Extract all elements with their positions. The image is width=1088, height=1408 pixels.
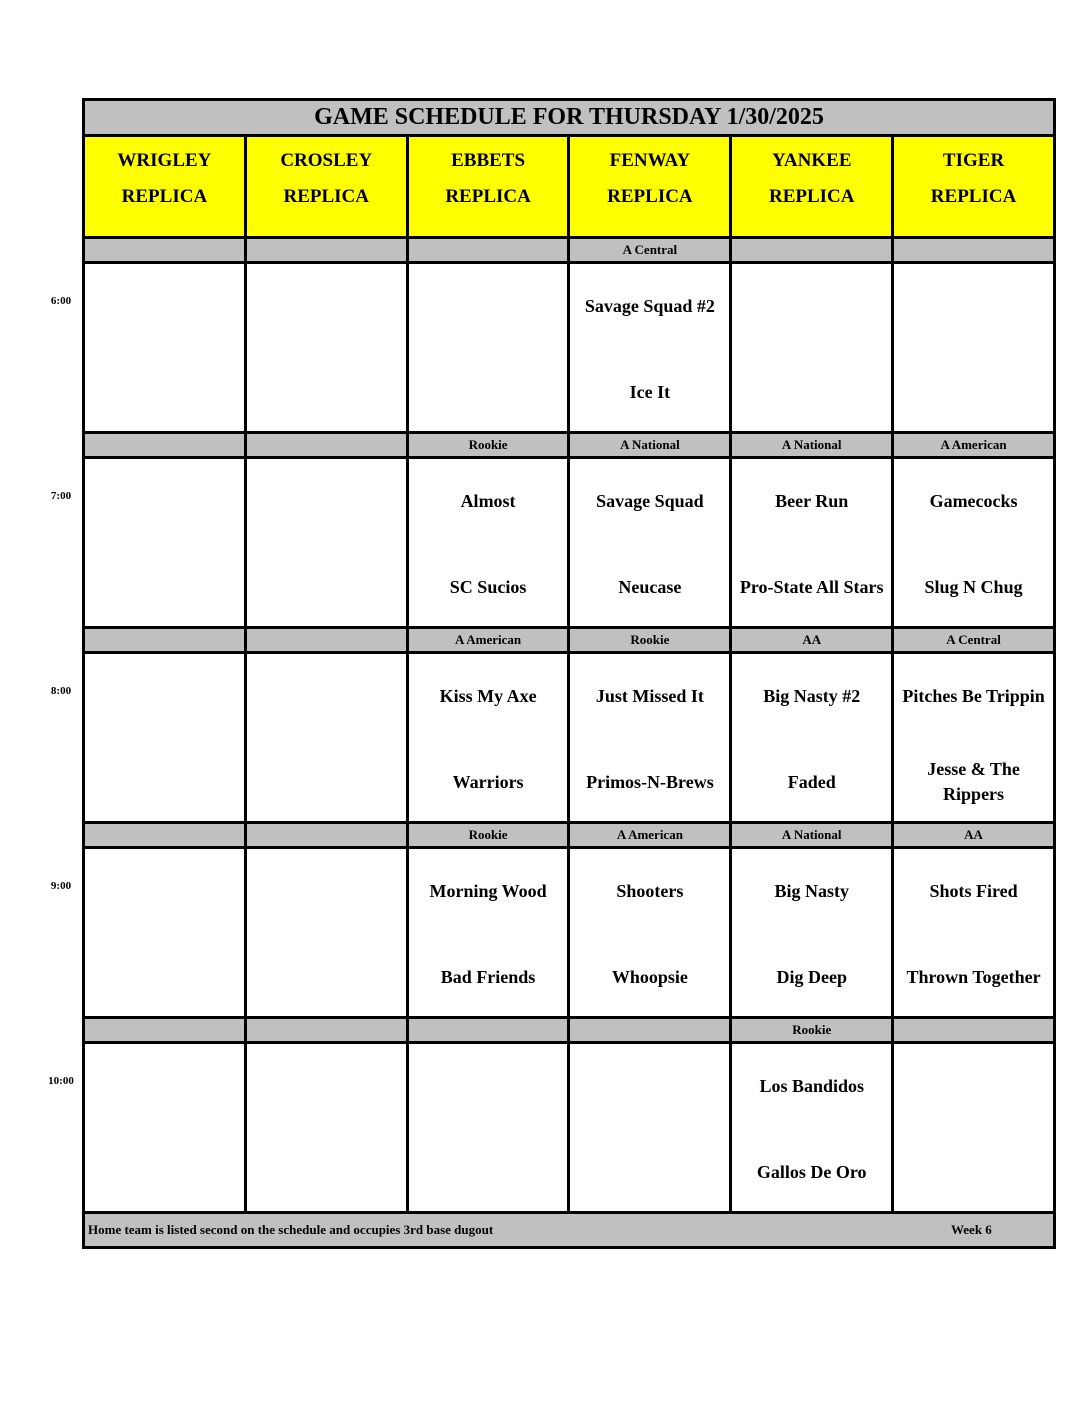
division-row — [85, 824, 1053, 849]
away-team: Beer Run — [775, 490, 849, 511]
home-team — [570, 1147, 729, 1197]
game-slot-row — [85, 264, 1053, 434]
division-row — [85, 434, 1053, 459]
division-label — [247, 434, 409, 456]
home-team — [732, 367, 891, 417]
field-subtitle: REPLICA — [607, 186, 693, 207]
game-cell — [894, 264, 1053, 431]
division-label — [85, 824, 247, 846]
game-cell — [85, 654, 247, 821]
home-team — [409, 1147, 568, 1197]
division-label — [409, 1019, 571, 1041]
away-team: Pitches Be Trippin — [902, 685, 1045, 706]
away-team — [85, 1061, 244, 1111]
field-header — [247, 137, 409, 236]
field-name: WRIGLEY — [117, 150, 212, 171]
away-team: Just Missed It — [595, 685, 704, 706]
division-label: A National — [732, 434, 894, 456]
away-team — [409, 1061, 568, 1111]
game-slot-row — [85, 459, 1053, 629]
time-label: 8:00 — [50, 685, 72, 697]
home-team — [85, 562, 244, 612]
game-cell — [85, 264, 247, 431]
game-cell — [409, 264, 571, 431]
division-label: A National — [570, 434, 732, 456]
game-cell — [85, 1044, 247, 1211]
division-label — [247, 629, 409, 651]
time-label: 6:00 — [50, 295, 72, 307]
home-team-note: Home team is listed second on the schedule and occupies 3rd base dugout — [88, 1222, 494, 1237]
division-row — [85, 629, 1053, 654]
away-team: Savage Squad — [596, 490, 704, 511]
game-cell — [894, 654, 1053, 821]
home-team: Faded — [787, 771, 836, 792]
away-team: Los Bandidos — [759, 1075, 864, 1096]
game-cell — [894, 1044, 1053, 1211]
field-name: FENWAY — [609, 150, 691, 171]
field-name: CROSLEY — [280, 150, 373, 171]
field-name: EBBETS — [451, 150, 526, 171]
home-team: Ice It — [629, 381, 671, 402]
game-cell — [247, 264, 409, 431]
field-subtitle: REPLICA — [930, 186, 1017, 207]
time-label: 9:00 — [50, 880, 72, 892]
field-name: TIGER — [942, 150, 1005, 171]
game-cell — [732, 1044, 894, 1211]
away-team — [409, 281, 568, 331]
field-header-row — [85, 137, 1053, 239]
away-team — [85, 281, 244, 331]
home-team — [85, 1147, 244, 1197]
home-team: Thrown Together — [906, 966, 1041, 987]
division-label: Rookie — [409, 824, 571, 846]
field-header — [570, 137, 732, 236]
away-team: Gamecocks — [929, 490, 1018, 511]
home-team — [85, 757, 244, 807]
home-team: Dig Deep — [776, 966, 847, 987]
game-cell — [570, 654, 732, 821]
away-team — [247, 866, 406, 916]
division-label — [894, 1019, 1053, 1041]
game-cell — [247, 849, 409, 1016]
away-team — [247, 1061, 406, 1111]
game-slot-row — [85, 1044, 1053, 1214]
game-cell — [732, 849, 894, 1016]
field-subtitle: REPLICA — [121, 186, 208, 207]
division-label — [894, 239, 1053, 261]
game-cell — [85, 459, 247, 626]
away-team: Shots Fired — [929, 880, 1018, 901]
schedule-title: GAME SCHEDULE FOR THURSDAY 1/30/2025 — [85, 101, 1053, 137]
division-label: Rookie — [409, 434, 571, 456]
home-team — [85, 952, 244, 1002]
division-label — [732, 239, 894, 261]
home-team: Gallos De Oro — [756, 1161, 867, 1182]
schedule-table — [82, 98, 1056, 1249]
home-team — [247, 562, 406, 612]
division-row — [85, 239, 1053, 264]
division-label: A Central — [894, 629, 1053, 651]
home-team: Slug N Chug — [924, 576, 1023, 597]
game-slot-row — [85, 654, 1053, 824]
home-team: Whoopsie — [611, 966, 688, 987]
division-label — [247, 824, 409, 846]
division-label: A American — [894, 434, 1053, 456]
field-name: YANKEE — [771, 150, 852, 171]
game-cell — [247, 459, 409, 626]
away-team — [85, 671, 244, 721]
home-team — [247, 367, 406, 417]
game-cell — [409, 1044, 571, 1211]
away-team — [732, 281, 891, 331]
field-header — [894, 137, 1053, 236]
away-team: Big Nasty #2 — [763, 685, 861, 706]
game-cell — [894, 849, 1053, 1016]
game-cell — [570, 849, 732, 1016]
home-team — [894, 367, 1053, 417]
division-label: AA — [894, 824, 1053, 846]
game-slot-row — [85, 849, 1053, 1019]
home-team: Neucase — [618, 576, 682, 597]
division-label: AA — [732, 629, 894, 651]
away-team — [85, 866, 244, 916]
schedule-footer — [85, 1214, 1053, 1246]
division-label — [247, 1019, 409, 1041]
field-subtitle: REPLICA — [445, 186, 531, 207]
game-cell — [570, 1044, 732, 1211]
week-label: Week 6 — [951, 1222, 992, 1237]
game-cell — [247, 654, 409, 821]
division-label: A American — [409, 629, 571, 651]
away-team — [570, 1061, 729, 1111]
division-label — [85, 1019, 247, 1041]
division-label: Rookie — [732, 1019, 894, 1041]
home-team: Warriors — [452, 771, 524, 792]
time-label: 7:00 — [50, 490, 72, 502]
division-row — [85, 1019, 1053, 1044]
division-label — [409, 239, 571, 261]
game-cell — [570, 264, 732, 431]
away-team — [247, 281, 406, 331]
game-cell — [409, 459, 571, 626]
division-label: A American — [570, 824, 732, 846]
away-team: Big Nasty — [774, 880, 849, 901]
game-cell — [894, 459, 1053, 626]
away-team: Almost — [460, 490, 516, 511]
away-team — [894, 281, 1053, 331]
division-label: Rookie — [570, 629, 732, 651]
home-team: Pro-State All Stars — [739, 576, 884, 597]
home-team — [85, 367, 244, 417]
division-label — [247, 239, 409, 261]
game-cell — [247, 1044, 409, 1211]
division-label — [85, 434, 247, 456]
away-team — [247, 476, 406, 526]
home-team: Jesse & The Rippers — [927, 759, 1020, 804]
home-team — [894, 1147, 1053, 1197]
away-team: Shooters — [616, 880, 684, 901]
home-team: Bad Friends — [440, 966, 536, 987]
home-team — [409, 367, 568, 417]
time-slots — [85, 239, 1053, 1214]
game-cell — [570, 459, 732, 626]
division-label: A National — [732, 824, 894, 846]
home-team: SC Sucios — [449, 576, 527, 597]
division-label: A Central — [570, 239, 732, 261]
game-cell — [732, 264, 894, 431]
field-subtitle: REPLICA — [283, 186, 369, 207]
game-cell — [85, 849, 247, 1016]
field-header — [409, 137, 571, 236]
division-label — [85, 239, 247, 261]
division-label — [570, 1019, 732, 1041]
home-team — [247, 952, 406, 1002]
home-team — [247, 1147, 406, 1197]
away-team — [85, 476, 244, 526]
away-team: Morning Wood — [429, 880, 547, 901]
game-cell — [409, 849, 571, 1016]
away-team: Kiss My Axe — [439, 685, 537, 706]
home-team — [247, 757, 406, 807]
field-header — [85, 137, 247, 236]
game-cell — [409, 654, 571, 821]
away-team — [894, 1061, 1053, 1111]
game-cell — [732, 654, 894, 821]
away-team — [247, 671, 406, 721]
division-label — [85, 629, 247, 651]
home-team: Primos-N-Brews — [586, 771, 714, 792]
time-label: 10:00 — [48, 1075, 74, 1087]
game-cell — [732, 459, 894, 626]
away-team: Savage Squad #2 — [584, 295, 715, 316]
field-subtitle: REPLICA — [768, 186, 855, 207]
field-header — [732, 137, 894, 236]
